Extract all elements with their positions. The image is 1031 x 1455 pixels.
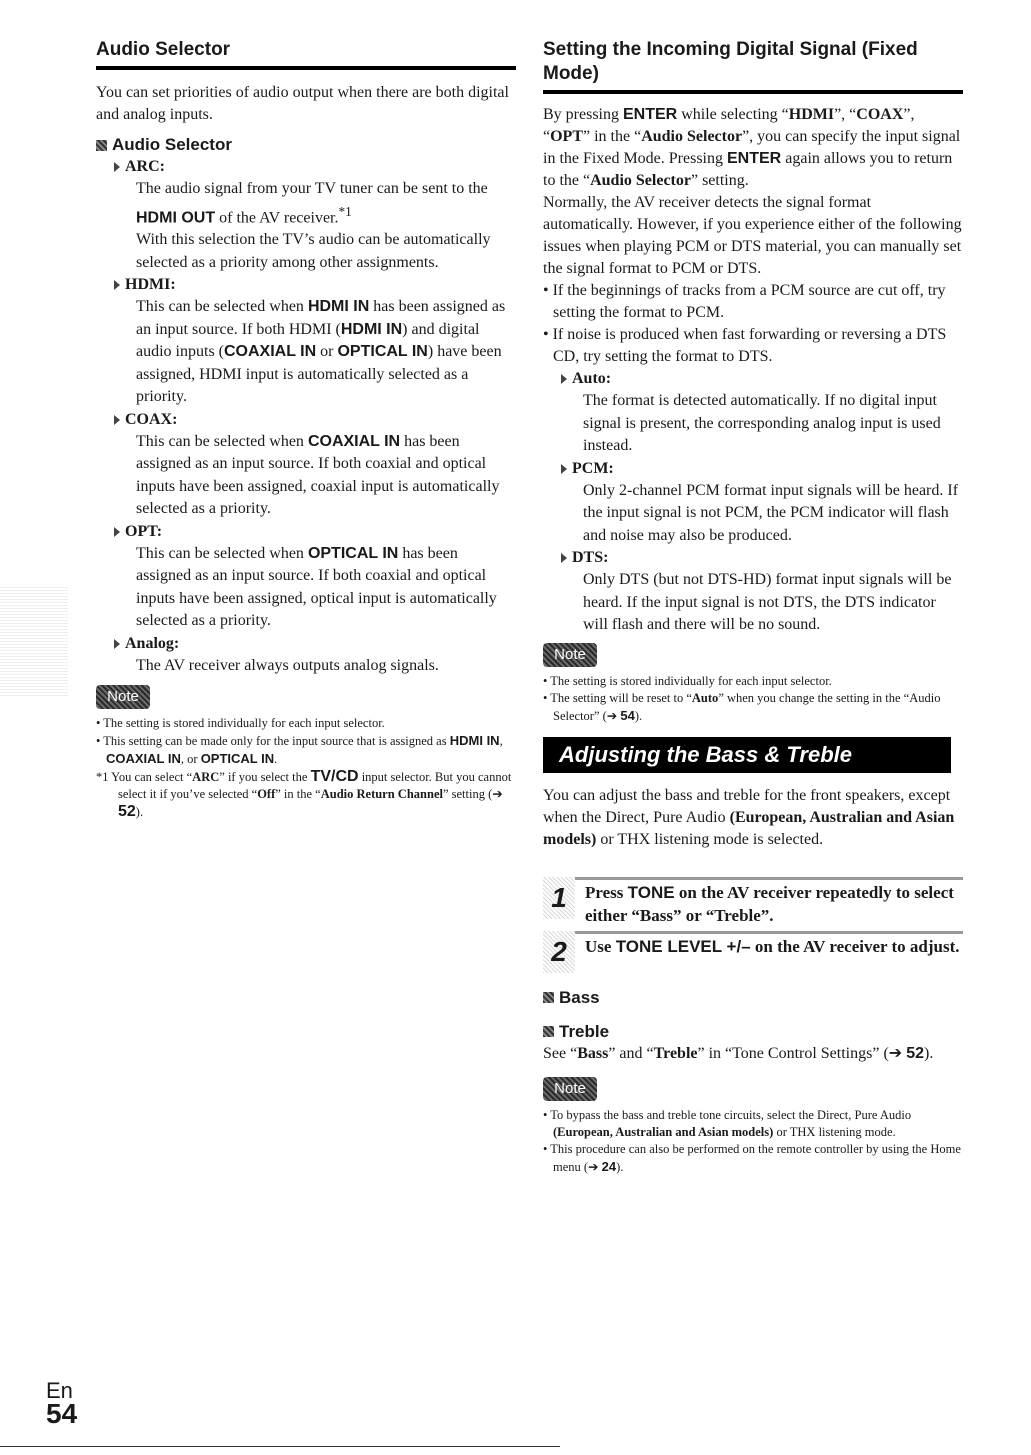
note-item: • The setting will be reset to “Auto” when you change the setting in the “Audio Selector” (➔ 54). (543, 690, 941, 723)
note-item: • To bypass the bass and treble tone circuits, select the Direct, Pure Audio (European, Australian and Asian models) or THX listening mode. (543, 1107, 912, 1139)
option-name: PCM: (561, 458, 963, 480)
page-number: 54 (46, 1398, 78, 1429)
option-name: COAX: (114, 409, 516, 431)
option-desc: Only DTS (but not DTS-HD) format input signals will be heard. If the input signal is not DTS, the DTS indicator will flash and there will be no sound. (583, 571, 952, 633)
notes-list (543, 673, 963, 725)
bullet-item: • If noise is produced when fast forwarding or reversing a DTS CD, try setting the format to DTS. (543, 326, 947, 365)
note-item: • The setting is stored individually for each input selector. (96, 716, 385, 731)
arrow-right-icon (114, 280, 120, 290)
subheading-label: Bass (559, 987, 600, 1007)
notes-list (543, 1107, 963, 1176)
arrow-right-icon (561, 553, 567, 563)
page-edge-tab (0, 586, 68, 696)
section-title-audio-selector: Audio Selector (96, 38, 516, 70)
note-badge: Note (543, 1077, 597, 1101)
square-bullet-icon (543, 1026, 554, 1037)
option-name: HDMI: (114, 274, 516, 296)
subheading-audio-selector (96, 134, 516, 156)
arrow-right-icon (561, 464, 567, 474)
step-item (543, 931, 963, 973)
bass-treble-intro: You can adjust the bass and treble for the front speakers, except when the Direct, Pure Audio (European, Australian and Asian models) or THX listening mode is selected. (543, 786, 955, 848)
note-badge: Note (96, 685, 150, 709)
arrow-right-icon (114, 527, 120, 537)
option-name: Analog: (114, 633, 516, 655)
note-item: • The setting is stored individually for each input selector. (543, 673, 832, 688)
note-badge: Note (543, 643, 597, 667)
step-item (543, 877, 963, 927)
subheading-bass (543, 987, 963, 1009)
square-bullet-icon (96, 140, 107, 151)
bullet-item: • If the beginnings of tracks from a PCM source are cut off, try setting the format to PCM. (543, 282, 946, 321)
subheading-label: Audio Selector (112, 135, 232, 154)
option-desc: This can be selected when COAXIAL IN has been assigned as an input source. If both coaxial and optical inputs have been assigned, coaxial input is automatically selected as a priority. (136, 432, 500, 518)
step-text: Press TONE on the AV receiver repeatedly to select either “Bass” or “Treble”. (575, 877, 963, 927)
option-desc: This can be selected when HDMI IN has been assigned as an input source. If both HDMI (HDMI IN) and digital audio inputs (COAXIAL IN or OPTICAL IN) have been assigned, HDMI input is automatically selected as a priority. (136, 298, 506, 406)
option-name: ARC: (114, 156, 516, 178)
arrow-right-icon (114, 639, 120, 649)
option-desc: This can be selected when OPTICAL IN has been assigned as an input source. If both coaxial and optical inputs have been assigned, optical input is automatically selected as a priority. (136, 544, 497, 630)
fixed-mode-detect: Normally, the AV receiver detects the signal format automatically. However, if you experience either of the following issues when playing PCM or DTS material, you can manually set the signal format to PCM or DTS. (543, 194, 962, 277)
issue-bullets (543, 280, 963, 368)
step-number: 1 (543, 877, 575, 919)
bottom-rule (0, 1446, 560, 1447)
note-item: • This setting can be made only for the input source that is assigned as HDMI IN, COAXIAL IN, or OPTICAL IN. (96, 733, 503, 767)
option-name: OPT: (114, 521, 516, 543)
page-language: En (46, 1378, 73, 1403)
arrow-right-icon (561, 374, 567, 384)
section-title-fixed-mode: Setting the Incoming Digital Signal (Fixed Mode) (543, 38, 963, 94)
left-column (96, 0, 516, 821)
option-name: Auto: (561, 368, 963, 390)
tone-control-ref: See “Bass” and “Treble” in “Tone Control Settings” (➔ 52). (543, 1044, 934, 1062)
format-options (543, 368, 963, 637)
step-text: Use TONE LEVEL +/– on the AV receiver to adjust. (575, 931, 963, 958)
option-name: DTS: (561, 547, 963, 569)
audio-selector-options (96, 156, 516, 677)
note-item: • This procedure can also be performed on the remote controller by using the Home menu (➔ 24). (543, 1141, 961, 1174)
footnote: *1 You can select “ARC” if you select the TV/CD input selector. But you cannot select it if you’ve selected “Off” in the “Audio Return Channel” setting (➔ 52). (96, 768, 512, 821)
square-bullet-icon (543, 992, 554, 1003)
notes-list (96, 715, 516, 768)
steps-list (543, 877, 963, 973)
intro-text: You can set priorities of audio output when there are both digital and analog inputs. (96, 84, 509, 123)
subheading-treble (543, 1021, 963, 1043)
option-desc: The audio signal from your TV tuner can be sent to the HDMI OUT of the AV receiver.$^{*1}$ With this selection the TV’s audio can be automatically selected as a priority among other assignments. (136, 180, 491, 271)
right-column (543, 0, 963, 1176)
option-desc: Only 2-channel PCM format input signals will be heard. If the input signal is not PCM, the PCM indicator will flash and noise may also be produced. (583, 481, 959, 544)
subheading-label: Treble (559, 1021, 610, 1041)
option-desc: The format is detected automatically. If no digital input signal is present, the corresponding analog input is used instead. (583, 392, 941, 454)
fixed-mode-intro: By pressing ENTER while selecting “HDMI”, “COAX”, “OPT” in the “Audio Selector”, you can specify the input signal in the Fixed Mode. Pressing ENTER again allows you to return to the “Audio Selector” setting. (543, 106, 961, 189)
arrow-right-icon (114, 162, 120, 172)
option-desc: The AV receiver always outputs analog signals. (136, 656, 439, 674)
banner-bass-treble: Adjusting the Bass & Treble (543, 737, 951, 773)
step-number: 2 (543, 931, 575, 973)
arrow-right-icon (114, 415, 120, 425)
